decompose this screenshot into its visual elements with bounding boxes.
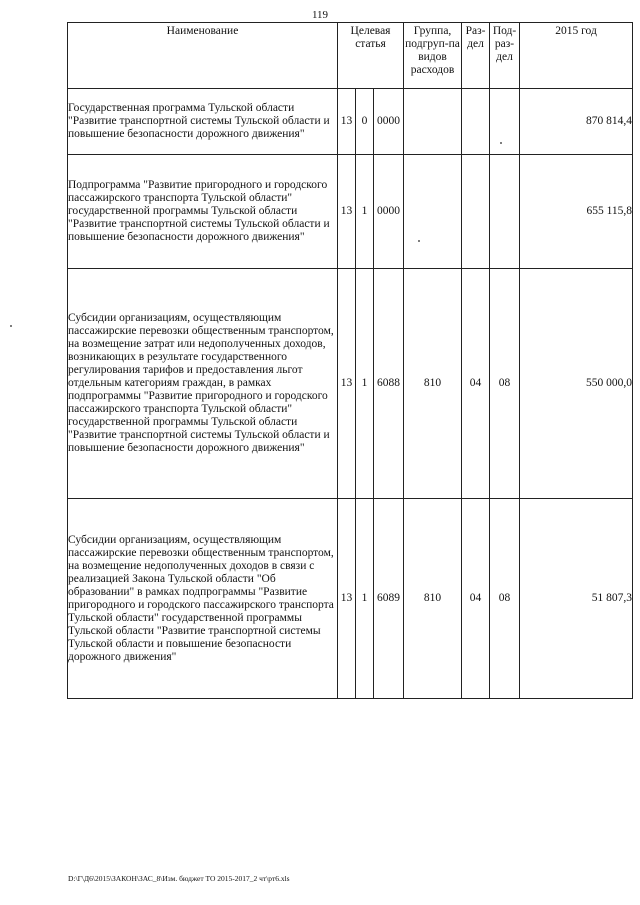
- header-target-article: Целевая статья: [338, 23, 404, 89]
- row-article-direction: 0000: [374, 155, 404, 269]
- row-section: [462, 89, 490, 155]
- row-amount: 51 807,3: [520, 499, 633, 699]
- row-article-program: 13: [338, 499, 356, 699]
- row-name: Субсидии организациям, осуществляющим пассажирские перевозки общественным транспортом, на возмещение недополученных доходов в связи с реализацией Закона Тульской области "Об образовании" в рамках подпрограммы "Развитие пригородного и городского пассажирского транспорта Тульской области" государственной программы Тульской области "Развитие транспортной системы Тульской области и повышение безопасности дорожного движения": [68, 499, 338, 699]
- footer-file-path: D:\Г\Д6\2015\ЗАКОН\ЗАС_8\Изм. бюджет ТО 2015-2017_2 чт\рт6.xls: [68, 874, 290, 883]
- scan-speck: [418, 240, 420, 242]
- row-amount: 655 115,8: [520, 155, 633, 269]
- row-expense-group: [404, 155, 462, 269]
- page-number: 119: [311, 9, 329, 21]
- row-subsection: [490, 89, 520, 155]
- header-section: Раз-дел: [462, 23, 490, 89]
- row-article-subprogram: 1: [356, 269, 374, 499]
- scan-speck: [10, 325, 12, 327]
- row-article-program: 13: [338, 269, 356, 499]
- row-subsection: 08: [490, 269, 520, 499]
- row-article-direction: 0000: [374, 89, 404, 155]
- row-article-program: 13: [338, 89, 356, 155]
- row-article-subprogram: 0: [356, 89, 374, 155]
- row-article-subprogram: 1: [356, 155, 374, 269]
- row-article-direction: 6089: [374, 499, 404, 699]
- table-row: [68, 269, 633, 499]
- header-expense-group: Группа, подгруп-па видов расходов: [404, 23, 462, 89]
- header-name: Наименование: [68, 23, 338, 89]
- row-name: Государственная программа Тульской области "Развитие транспортной системы Тульской области и повышение безопасности дорожного движения": [68, 89, 338, 155]
- row-name: Подпрограмма "Развитие пригородного и городского пассажирского транспорта Тульской области" государственной программы Тульской области "Развитие транспортной системы Тульской области и повышение безопасности дорожного движения": [68, 155, 338, 269]
- row-article-program: 13: [338, 155, 356, 269]
- row-subsection: 08: [490, 499, 520, 699]
- table-row: [68, 155, 633, 269]
- table-row: [68, 89, 633, 155]
- table-row: [68, 499, 633, 699]
- scan-speck: [500, 142, 502, 144]
- row-article-subprogram: 1: [356, 499, 374, 699]
- row-subsection: [490, 155, 520, 269]
- header-year: 2015 год: [520, 23, 633, 89]
- row-amount: 550 000,0: [520, 269, 633, 499]
- row-section: 04: [462, 269, 490, 499]
- row-article-direction: 6088: [374, 269, 404, 499]
- row-name: Субсидии организациям, осуществляющим пассажирские перевозки общественным транспортом, на возмещение затрат или недополученных доходов, возникающих в результате государственного регулирования тарифов и предоставления льгот отдельным категориям граждан, в рамках подпрограммы "Развитие пригородного и городского пассажирского транспорта Тульской области" государственной программы Тульской области "Развитие транспортной системы Тульской области и повышение безопасности дорожного движения": [68, 269, 338, 499]
- row-section: [462, 155, 490, 269]
- header-row: [68, 23, 633, 89]
- row-section: 04: [462, 499, 490, 699]
- header-subsection: Под-раз-дел: [490, 23, 520, 89]
- budget-table: [67, 22, 633, 699]
- row-amount: 870 814,4: [520, 89, 633, 155]
- row-expense-group: 810: [404, 499, 462, 699]
- row-expense-group: [404, 89, 462, 155]
- row-expense-group: 810: [404, 269, 462, 499]
